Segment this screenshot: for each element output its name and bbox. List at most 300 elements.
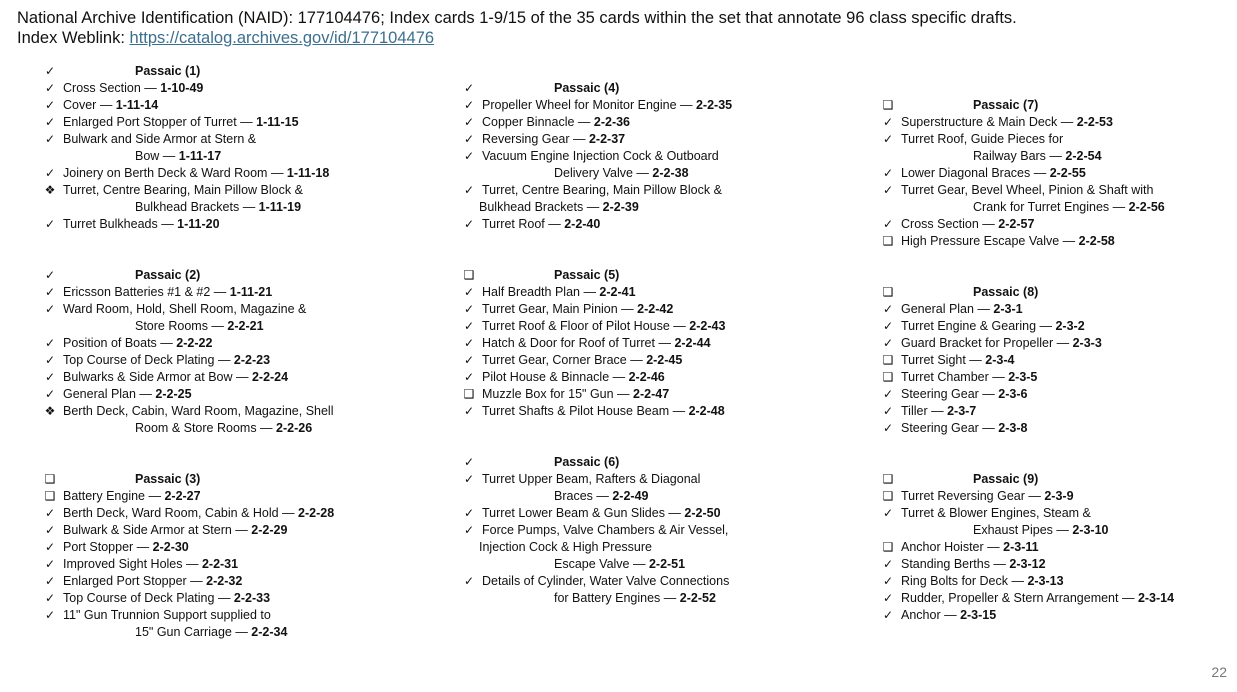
- item-text: [901, 233, 1115, 250]
- item-text: [901, 131, 1063, 148]
- draft-code: 2-2-50: [684, 506, 721, 520]
- item-text: [482, 386, 669, 403]
- check-mark-icon: ✓: [44, 336, 56, 350]
- item-label: Port Stopper —: [63, 540, 153, 554]
- draft-code: 2-3-8: [998, 421, 1028, 435]
- item-label: Turret Roof & Floor of Pilot House —: [482, 319, 690, 333]
- item-label: Passaic (5): [554, 268, 620, 282]
- card-block: [43, 63, 388, 233]
- list-item: [881, 607, 1226, 624]
- draft-code: 2-2-38: [652, 166, 689, 180]
- card-title: [554, 454, 619, 471]
- list-item: [462, 556, 807, 573]
- item-text: [63, 216, 220, 233]
- card-block: [881, 284, 1226, 437]
- list-item: [462, 352, 807, 369]
- draft-code: 2-3-7: [947, 404, 977, 418]
- draft-code: 2-3-5: [1008, 370, 1038, 384]
- draft-code: 2-2-26: [276, 421, 313, 435]
- check-mark-icon: ✓: [463, 523, 475, 537]
- item-text: [901, 420, 1027, 437]
- list-item: [43, 420, 388, 437]
- check-mark-icon: ✓: [463, 404, 475, 418]
- list-item: [43, 131, 388, 148]
- weblink-line: [17, 28, 1227, 48]
- item-text: [63, 301, 306, 318]
- draft-code: 2-2-32: [206, 574, 243, 588]
- list-item: [43, 505, 388, 522]
- item-text: [135, 148, 221, 165]
- list-item: [43, 488, 388, 505]
- list-item: [881, 352, 1226, 369]
- check-mark-icon: ✓: [882, 217, 894, 231]
- draft-code: 2-2-36: [593, 115, 631, 129]
- item-text: [63, 403, 333, 420]
- item-label: Turret, Centre Bearing, Main Pillow Block &: [63, 183, 303, 197]
- item-text: [973, 199, 1165, 216]
- item-text: [479, 539, 652, 556]
- list-item: [462, 505, 807, 522]
- item-text: [901, 607, 996, 624]
- check-mark-icon: ✓: [463, 98, 475, 112]
- list-item: [881, 522, 1226, 539]
- list-item: [462, 369, 807, 386]
- item-text: [63, 488, 201, 505]
- card-title-row: [462, 454, 807, 471]
- draft-code: 2-2-24: [251, 370, 289, 384]
- card-title: [135, 63, 200, 80]
- list-item: [881, 590, 1226, 607]
- card-block: [462, 454, 807, 607]
- item-text: [554, 488, 649, 505]
- item-text: [63, 539, 189, 556]
- item-label: Turret Roof, Guide Pieces for: [901, 132, 1064, 146]
- item-label: Passaic (6): [554, 455, 620, 469]
- list-item: [43, 165, 388, 182]
- card-block: [462, 80, 807, 233]
- item-label: Top Course of Deck Plating —: [63, 591, 234, 605]
- list-item: [462, 131, 807, 148]
- diamond-bullet-icon: ❖: [44, 404, 56, 418]
- list-item: [462, 284, 807, 301]
- draft-code: 2-3-14: [1137, 591, 1175, 605]
- card-block: [462, 267, 807, 420]
- item-label: Bulkhead Brackets —: [135, 200, 259, 214]
- list-item: [462, 165, 807, 182]
- item-text: [901, 216, 1034, 233]
- item-text: [901, 386, 1027, 403]
- item-label: Copper Binnacle —: [482, 115, 594, 129]
- check-mark-icon: ✓: [882, 574, 894, 588]
- item-label: Berth Deck, Ward Room, Cabin & Hold —: [63, 506, 299, 520]
- draft-code: 2-2-43: [689, 319, 726, 333]
- check-mark-icon: ✓: [463, 319, 475, 333]
- card-title-row: [881, 97, 1226, 114]
- item-text: [63, 165, 329, 182]
- list-item: [43, 590, 388, 607]
- item-label: Turret, Centre Bearing, Main Pillow Block &: [482, 183, 722, 197]
- check-mark-icon: ✓: [44, 574, 56, 588]
- item-label: Injection Cock & High Pressure: [479, 540, 652, 554]
- check-mark-icon: ✓: [463, 506, 475, 520]
- item-label: Passaic (2): [135, 268, 201, 282]
- item-text: [973, 148, 1102, 165]
- item-text: [901, 114, 1113, 131]
- card-block: [881, 471, 1226, 624]
- item-text: [901, 318, 1085, 335]
- list-item: [462, 97, 807, 114]
- card-block: [43, 471, 388, 641]
- card-title-row: [462, 267, 807, 284]
- draft-code: 2-2-41: [599, 285, 636, 299]
- list-item: [43, 148, 388, 165]
- draft-code: 2-3-13: [1027, 574, 1064, 588]
- check-mark-icon: ✓: [463, 302, 475, 316]
- item-text: [479, 199, 639, 216]
- item-label: Berth Deck, Cabin, Ward Room, Magazine, Shell: [63, 404, 334, 418]
- item-text: [901, 182, 1153, 199]
- item-text: [482, 284, 636, 301]
- item-label: Bow —: [135, 149, 179, 163]
- item-label: High Pressure Escape Valve —: [901, 234, 1079, 248]
- item-label: Room & Store Rooms —: [135, 421, 277, 435]
- check-mark-icon: ✓: [463, 455, 475, 469]
- draft-code: 2-2-57: [998, 217, 1035, 231]
- item-text: [63, 573, 242, 590]
- check-mark-icon: ✓: [44, 64, 56, 78]
- list-item: [462, 539, 807, 556]
- draft-code: 2-2-27: [164, 489, 201, 503]
- weblink-link[interactable]: https://catalog.archives.gov/id/177104476: [129, 29, 435, 47]
- check-mark-icon: ✓: [44, 81, 56, 95]
- item-text: [63, 335, 212, 352]
- draft-code: 1-11-21: [229, 285, 273, 299]
- check-mark-icon: ✓: [44, 132, 56, 146]
- item-text: [901, 539, 1039, 556]
- list-item: [43, 386, 388, 403]
- card-title-row: [43, 63, 388, 80]
- check-mark-icon: ✓: [44, 506, 56, 520]
- item-label: Turret Roof —: [482, 217, 565, 231]
- item-label: Turret Gear, Main Pinion —: [482, 302, 638, 316]
- draft-code: 2-2-51: [648, 557, 686, 571]
- item-text: [482, 301, 673, 318]
- item-text: [554, 556, 685, 573]
- list-item: [881, 386, 1226, 403]
- check-mark-icon: ✓: [44, 353, 56, 367]
- item-label: Store Rooms —: [135, 319, 228, 333]
- item-label: 11" Gun Trunnion Support supplied to: [63, 608, 271, 622]
- draft-code: 2-3-6: [998, 387, 1028, 401]
- draft-code: 1-11-14: [115, 98, 159, 112]
- draft-code: 2-3-11: [1003, 540, 1039, 554]
- draft-code: 2-2-53: [1076, 115, 1113, 129]
- list-item: [43, 301, 388, 318]
- list-item: [43, 607, 388, 624]
- item-text: [63, 590, 270, 607]
- list-item: [462, 148, 807, 165]
- item-text: [482, 318, 725, 335]
- open-box-icon: ❑: [882, 98, 894, 112]
- check-mark-icon: ✓: [44, 523, 56, 537]
- list-item: [43, 556, 388, 573]
- list-item: [462, 590, 807, 607]
- list-item: [881, 216, 1226, 233]
- draft-code: 2-2-58: [1078, 234, 1115, 248]
- draft-code: 2-2-52: [679, 591, 716, 605]
- card-title-row: [881, 471, 1226, 488]
- check-mark-icon: ✓: [463, 132, 475, 146]
- draft-code: 2-2-34: [251, 625, 288, 639]
- item-label: Turret Lower Beam & Gun Slides —: [482, 506, 685, 520]
- item-text: [63, 352, 270, 369]
- item-text: [482, 369, 665, 386]
- draft-code: 1-11-15: [256, 115, 299, 129]
- list-item: [43, 352, 388, 369]
- item-label: Passaic (4): [554, 81, 620, 95]
- list-item: [462, 573, 807, 590]
- check-mark-icon: ✓: [882, 319, 894, 333]
- list-item: [881, 301, 1226, 318]
- item-label: Pilot House & Binnacle —: [482, 370, 629, 384]
- list-item: [881, 199, 1226, 216]
- item-label: Braces —: [554, 489, 613, 503]
- draft-code: 2-3-1: [993, 302, 1023, 316]
- item-text: [63, 284, 272, 301]
- item-label: Enlarged Port Stopper of Turret —: [63, 115, 257, 129]
- check-mark-icon: ✓: [882, 115, 894, 129]
- list-item: [43, 335, 388, 352]
- draft-code: 2-2-55: [1049, 166, 1086, 180]
- check-mark-icon: ✓: [44, 98, 56, 112]
- diamond-bullet-icon: ❖: [44, 183, 56, 197]
- item-text: [63, 386, 192, 403]
- check-mark-icon: ✓: [44, 370, 56, 384]
- item-label: Cross Section —: [901, 217, 999, 231]
- check-mark-icon: ✓: [882, 591, 894, 605]
- item-label: General Plan —: [901, 302, 994, 316]
- check-mark-icon: ✓: [882, 387, 894, 401]
- item-label: for Battery Engines —: [554, 591, 680, 605]
- item-label: Superstructure & Main Deck —: [901, 115, 1077, 129]
- item-text: [482, 352, 682, 369]
- list-item: [43, 114, 388, 131]
- list-item: [881, 131, 1226, 148]
- draft-code: 2-2-37: [588, 132, 626, 146]
- item-label: Turret Reversing Gear —: [901, 489, 1045, 503]
- list-item: [43, 624, 388, 641]
- item-label: Bulwark & Side Armor at Stern —: [63, 523, 252, 537]
- check-mark-icon: ✓: [463, 217, 475, 231]
- check-mark-icon: ✓: [882, 132, 894, 146]
- check-mark-icon: ✓: [882, 557, 894, 571]
- item-label: Turret Shafts & Pilot House Beam —: [482, 404, 689, 418]
- check-mark-icon: ✓: [882, 166, 894, 180]
- open-box-icon: ❑: [882, 489, 894, 503]
- item-text: [63, 505, 334, 522]
- item-label: Standing Berths —: [901, 557, 1010, 571]
- list-item: [43, 573, 388, 590]
- open-box-icon: ❑: [882, 370, 894, 384]
- item-text: [482, 403, 725, 420]
- draft-code: 2-2-33: [233, 591, 271, 605]
- item-label: Reversing Gear —: [482, 132, 589, 146]
- list-item: [462, 216, 807, 233]
- check-mark-icon: ✓: [882, 506, 894, 520]
- card-title: [554, 267, 619, 284]
- check-mark-icon: ✓: [44, 557, 56, 571]
- list-item: [462, 182, 807, 199]
- item-label: Exhaust Pipes —: [973, 523, 1073, 537]
- open-box-icon: ❑: [882, 285, 894, 299]
- check-mark-icon: ✓: [44, 387, 56, 401]
- draft-code: 2-3-4: [985, 353, 1015, 367]
- item-text: [901, 352, 1014, 369]
- item-label: Turret Chamber —: [901, 370, 1009, 384]
- item-label: Turret & Blower Engines, Steam &: [901, 506, 1091, 520]
- list-item: [43, 369, 388, 386]
- list-item: [881, 318, 1226, 335]
- list-item: [462, 488, 807, 505]
- item-text: [482, 216, 600, 233]
- list-item: [43, 199, 388, 216]
- item-text: [482, 114, 630, 131]
- list-item: [43, 403, 388, 420]
- draft-code: 1-10-49: [160, 81, 204, 95]
- list-item: [462, 301, 807, 318]
- check-mark-icon: ✓: [44, 591, 56, 605]
- card-title-row: [881, 284, 1226, 301]
- item-text: [901, 165, 1086, 182]
- list-item: [462, 199, 807, 216]
- item-label: Joinery on Berth Deck & Ward Room —: [63, 166, 287, 180]
- item-label: Propeller Wheel for Monitor Engine —: [482, 98, 696, 112]
- item-label: Bulkhead Brackets —: [479, 200, 603, 214]
- check-mark-icon: ✓: [463, 574, 475, 588]
- open-box-icon: ❑: [44, 472, 56, 486]
- draft-code: 2-2-56: [1128, 200, 1165, 214]
- item-text: [901, 369, 1037, 386]
- item-text: [63, 114, 299, 131]
- item-text: [63, 369, 288, 386]
- draft-code: 1-11-20: [177, 217, 220, 231]
- check-mark-icon: ✓: [44, 302, 56, 316]
- item-label: Passaic (9): [973, 472, 1039, 486]
- open-box-icon: ❑: [882, 234, 894, 248]
- check-mark-icon: ✓: [44, 166, 56, 180]
- list-item: [881, 556, 1226, 573]
- list-item: [462, 335, 807, 352]
- draft-code: 2-2-30: [152, 540, 189, 554]
- item-text: [554, 165, 689, 182]
- item-text: [901, 403, 976, 420]
- item-label: Guard Bracket for Propeller —: [901, 336, 1073, 350]
- open-box-icon: ❑: [44, 489, 56, 503]
- open-box-icon: ❑: [882, 353, 894, 367]
- item-text: [482, 97, 732, 114]
- list-item: [43, 539, 388, 556]
- item-text: [135, 318, 264, 335]
- check-mark-icon: ✓: [882, 302, 894, 316]
- draft-code: 2-2-45: [646, 353, 683, 367]
- open-box-icon: ❑: [463, 268, 475, 282]
- check-mark-icon: ✓: [44, 115, 56, 129]
- draft-code: 2-3-9: [1044, 489, 1074, 503]
- item-label: Turret Gear, Bevel Wheel, Pinion & Shaft with: [901, 183, 1154, 197]
- item-text: [135, 624, 287, 641]
- item-label: Improved Sight Holes —: [63, 557, 202, 571]
- item-label: Cover —: [63, 98, 116, 112]
- item-label: Bulwarks & Side Armor at Bow —: [63, 370, 252, 384]
- draft-code: 2-2-47: [633, 387, 670, 401]
- check-mark-icon: ✓: [44, 285, 56, 299]
- check-mark-icon: ✓: [882, 336, 894, 350]
- item-label: Hatch & Door for Roof of Turret —: [482, 336, 675, 350]
- list-item: [462, 522, 807, 539]
- item-text: [135, 199, 301, 216]
- check-mark-icon: ✓: [44, 268, 56, 282]
- item-label: Steering Gear —: [901, 421, 999, 435]
- item-text: [901, 556, 1046, 573]
- list-item: [881, 233, 1226, 250]
- draft-code: 2-2-49: [612, 489, 649, 503]
- card-title: [973, 284, 1038, 301]
- item-label: Turret Upper Beam, Rafters & Diagonal: [482, 472, 701, 486]
- item-text: [901, 301, 1023, 318]
- list-item: [881, 148, 1226, 165]
- check-mark-icon: ✓: [463, 149, 475, 163]
- card-title: [973, 471, 1038, 488]
- item-text: [482, 573, 729, 590]
- list-item: [43, 216, 388, 233]
- check-mark-icon: ✓: [44, 217, 56, 231]
- draft-code: 2-2-28: [298, 506, 335, 520]
- item-label: Tiller —: [901, 404, 948, 418]
- item-label: Steering Gear —: [901, 387, 999, 401]
- item-text: [901, 488, 1074, 505]
- item-label: Cross Section —: [63, 81, 161, 95]
- item-text: [63, 607, 271, 624]
- card-title: [973, 97, 1038, 114]
- item-text: [482, 505, 721, 522]
- draft-code: 2-2-40: [564, 217, 601, 231]
- item-text: [482, 131, 625, 148]
- draft-code: 2-3-10: [1072, 523, 1109, 537]
- card-block: [881, 97, 1226, 250]
- item-label: Ring Bolts for Deck —: [901, 574, 1028, 588]
- list-item: [881, 335, 1226, 352]
- open-box-icon: ❑: [882, 472, 894, 486]
- item-label: Escape Valve —: [554, 557, 649, 571]
- check-mark-icon: ✓: [463, 336, 475, 350]
- page-number: 22: [1211, 664, 1227, 680]
- card-title: [135, 471, 200, 488]
- item-label: Anchor Hoister —: [901, 540, 1004, 554]
- item-label: Delivery Valve —: [554, 166, 653, 180]
- item-label: Turret Gear, Corner Brace —: [482, 353, 647, 367]
- list-item: [881, 165, 1226, 182]
- item-text: [901, 573, 1064, 590]
- check-mark-icon: ✓: [463, 183, 475, 197]
- item-label: Passaic (7): [973, 98, 1039, 112]
- item-text: [482, 471, 700, 488]
- list-item: [881, 403, 1226, 420]
- naid-description: National Archive Identification (NAID): 177104476; Index cards 1-9/15 of the 35 cards within the set that annotate 96 class specific drafts.: [17, 9, 1017, 27]
- draft-code: 2-2-46: [628, 370, 665, 384]
- item-label: Force Pumps, Valve Chambers & Air Vessel,: [482, 523, 729, 537]
- card-title-row: [462, 80, 807, 97]
- item-text: [63, 522, 287, 539]
